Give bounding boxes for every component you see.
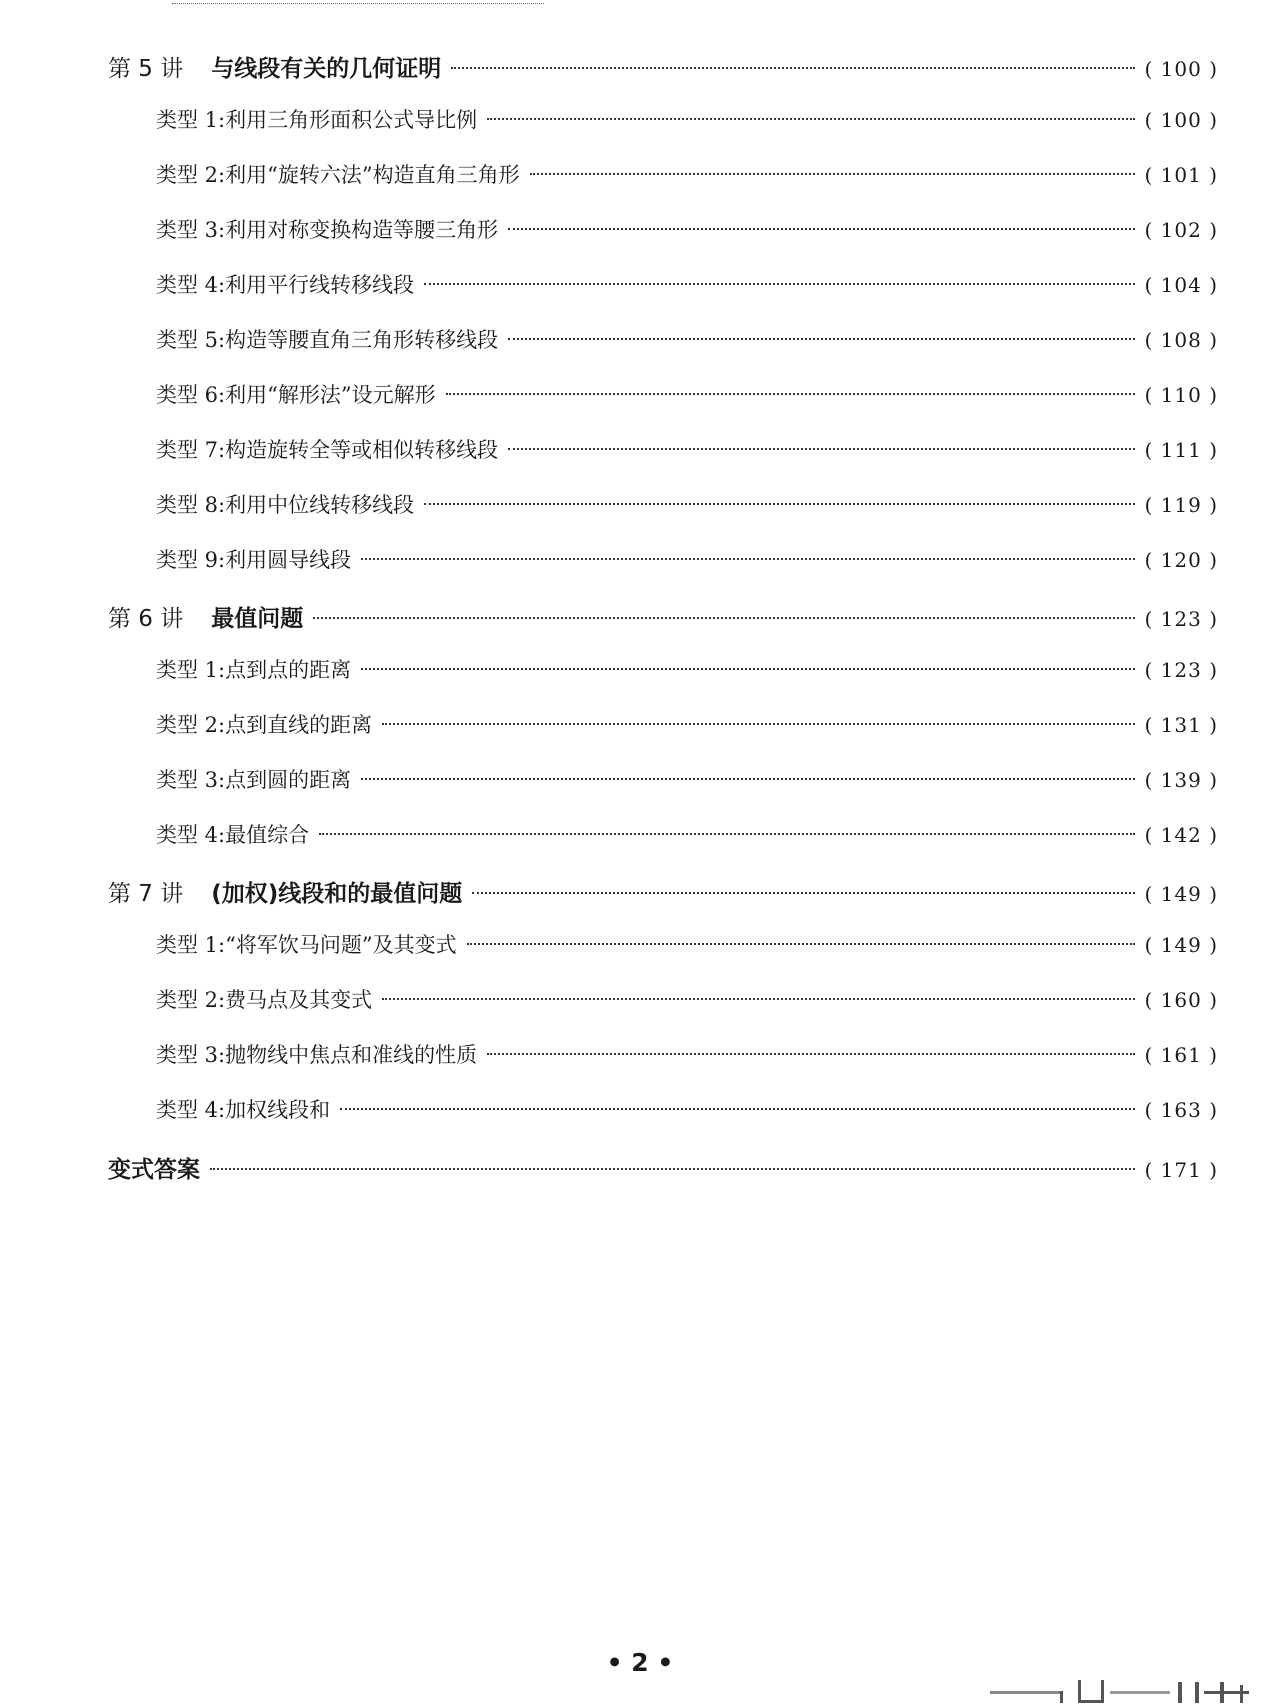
type-entry — [108, 645, 1218, 700]
page-reference: ( 142 ) — [1144, 823, 1218, 847]
page-reference: ( 100 ) — [1144, 57, 1218, 81]
type-label: 类型 7:构造旋转全等或相似转移线段 — [156, 438, 499, 462]
dot-leader — [530, 173, 1135, 175]
type-entry — [108, 810, 1218, 865]
type-entry — [108, 370, 1218, 425]
type-entry — [108, 1085, 1218, 1140]
type-label: 类型 3:抛物线中焦点和准线的性质 — [156, 1043, 478, 1067]
type-label: 类型 2:利用“旋转六法”构造直角三角形 — [156, 163, 520, 187]
answers-entry — [108, 1141, 1218, 1196]
type-label: 类型 4:利用平行线转移线段 — [156, 273, 415, 297]
page-reference: ( 139 ) — [1144, 768, 1218, 792]
top-dotted-rule — [172, 3, 544, 4]
dot-leader — [313, 617, 1134, 619]
page-reference: ( 101 ) — [1144, 163, 1218, 187]
dot-leader — [487, 1053, 1134, 1055]
page-reference: ( 160 ) — [1144, 988, 1218, 1012]
page-reference: ( 171 ) — [1144, 1158, 1218, 1182]
page-reference: ( 100 ) — [1144, 108, 1218, 132]
type-entry — [108, 700, 1218, 755]
page-reference: ( 161 ) — [1144, 1043, 1218, 1067]
dot-leader — [361, 668, 1134, 670]
page-reference: ( 110 ) — [1144, 383, 1218, 407]
page-number: • 2 • — [606, 1648, 674, 1677]
chapter-title: (加权)线段和的最值问题 — [211, 881, 463, 907]
type-entry — [108, 975, 1218, 1030]
page-reference: ( 163 ) — [1144, 1098, 1218, 1122]
scan-marks-decoration — [990, 1680, 1265, 1704]
chapter-title: 与线段有关的几何证明 — [211, 56, 442, 82]
dot-leader — [472, 892, 1134, 894]
dot-leader — [340, 1108, 1134, 1110]
type-label: 类型 9:利用圆导线段 — [156, 548, 352, 572]
chapter-entry — [108, 865, 1218, 920]
type-label: 类型 5:构造等腰直角三角形转移线段 — [156, 328, 499, 352]
type-entry — [108, 95, 1218, 150]
dot-leader — [451, 67, 1134, 69]
dot-leader — [446, 393, 1135, 395]
dot-leader — [319, 833, 1134, 835]
dot-leader — [382, 998, 1134, 1000]
dot-leader — [361, 558, 1134, 560]
dot-leader — [487, 118, 1134, 120]
type-label: 类型 3:点到圆的距离 — [156, 768, 352, 792]
type-entry — [108, 535, 1218, 590]
page-reference: ( 149 ) — [1144, 882, 1218, 906]
type-label: 类型 1:“将军饮马问题”及其变式 — [156, 933, 457, 957]
type-label: 类型 2:费马点及其变式 — [156, 988, 373, 1012]
chapter-entry — [108, 40, 1218, 95]
dot-leader — [467, 943, 1135, 945]
type-entry — [108, 1030, 1218, 1085]
page-reference: ( 120 ) — [1144, 548, 1218, 572]
type-label: 类型 4:加权线段和 — [156, 1098, 331, 1122]
type-label: 类型 8:利用中位线转移线段 — [156, 493, 415, 517]
page-reference: ( 104 ) — [1144, 273, 1218, 297]
page-reference: ( 131 ) — [1144, 713, 1218, 737]
page-reference: ( 149 ) — [1144, 933, 1218, 957]
dot-leader — [424, 503, 1134, 505]
chapter-number: 第 6 讲 — [108, 606, 184, 632]
table-of-contents — [108, 40, 1218, 1196]
type-entry — [108, 260, 1218, 315]
chapter-title: 最值问题 — [211, 606, 304, 632]
type-label: 类型 4:最值综合 — [156, 823, 310, 847]
type-label: 类型 2:点到直线的距离 — [156, 713, 373, 737]
type-entry — [108, 755, 1218, 810]
page-reference: ( 111 ) — [1144, 438, 1218, 462]
type-entry — [108, 920, 1218, 975]
chapter-number: 第 5 讲 — [108, 56, 184, 82]
type-entry — [108, 205, 1218, 260]
page-reference: ( 102 ) — [1144, 218, 1218, 242]
type-entry — [108, 150, 1218, 205]
dot-leader — [508, 338, 1134, 340]
chapter-title: 变式答案 — [108, 1157, 200, 1183]
dot-leader — [210, 1168, 1135, 1170]
page-reference: ( 123 ) — [1144, 658, 1218, 682]
type-entry — [108, 480, 1218, 535]
type-label: 类型 1:利用三角形面积公式导比例 — [156, 108, 478, 132]
page-reference: ( 108 ) — [1144, 328, 1218, 352]
dot-leader — [508, 448, 1134, 450]
dot-leader — [382, 723, 1134, 725]
dot-leader — [508, 228, 1134, 230]
page-reference: ( 119 ) — [1144, 493, 1218, 517]
dot-leader — [361, 778, 1134, 780]
type-label: 类型 3:利用对称变换构造等腰三角形 — [156, 218, 499, 242]
dot-leader — [424, 283, 1134, 285]
chapter-number: 第 7 讲 — [108, 881, 184, 907]
chapter-entry — [108, 590, 1218, 645]
type-label: 类型 6:利用“解形法”设元解形 — [156, 383, 436, 407]
type-label: 类型 1:点到点的距离 — [156, 658, 352, 682]
type-entry — [108, 315, 1218, 370]
page-reference: ( 123 ) — [1144, 607, 1218, 631]
type-entry — [108, 425, 1218, 480]
